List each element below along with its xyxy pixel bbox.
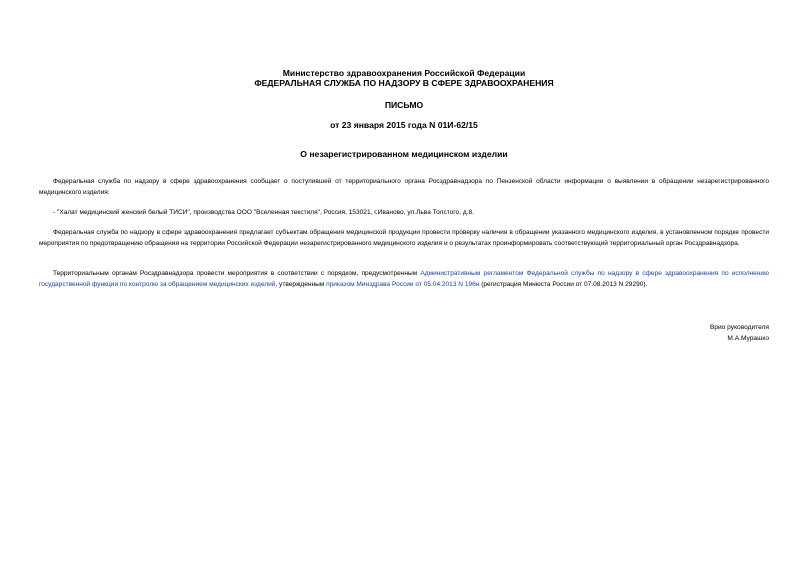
paragraph-proposal: Федеральная служба по надзору в сфере здравоохранения предлагает субъектам обращения медицинской продукции провести проверку наличия в обращении указанного медицинского изделия, в установленном порядке провести мероприятия по предотвращению обращения на территории Российской Федерации незарегистрированного медицинского изделия и о результатах проинформировать соответствующий территориальный орган Росздравнадзора. [39,229,769,247]
instructions-text-after: (регистрация Минюста России от 07.08.2013 N 29290). [479,281,648,288]
document-type: ПИСЬМО [384,100,424,110]
document-number: от 23 января 2015 года N 01И-62/15 [330,120,478,130]
paragraph-notice: Федеральная служба по надзору в сфере здравоохранения сообщает о поступившей от территориального органа Росздравнадзора по Пензенской области информации о выявлении в обращении незарегистрированного медицинского изделия: [39,178,769,196]
regulation-link[interactable]: Административным регламентом Федеральной службы по надзору в сфере здравоохранения по исполнению государственной функции по контролю за обращением медицинских изделий [39,270,769,288]
instructions-text-before: Территориальным органам Росздравнадзора провести мероприятия в соответствии с порядком, предусмотренным [53,270,421,277]
instructions-text-middle: , утвержденным [275,281,327,288]
signatory-name: М.А.Мурашко [727,335,769,342]
service-name: ФЕДЕРАЛЬНАЯ СЛУЖБА ПО НАДЗОРУ В СФЕРЕ ЗДРАВООХРАНЕНИЯ [254,78,554,88]
paragraph-product: - "Халат медицинский женский белый ТИСИ", производства ООО "Вселенная текстиля", Россия, 153021, г.Иваново, ул.Льва Толстого, д.8. [53,209,474,216]
ministry-name: Министерство здравоохранения Российской Федерации [282,68,526,78]
document-subject: О незарегистрированном медицинском изделии [300,149,508,159]
paragraph-instructions [39,268,769,290]
order-link[interactable]: приказом Минздрава России от 05.04.2013 N 196н [326,281,480,288]
signatory-role: Врио руководителя [709,324,769,331]
